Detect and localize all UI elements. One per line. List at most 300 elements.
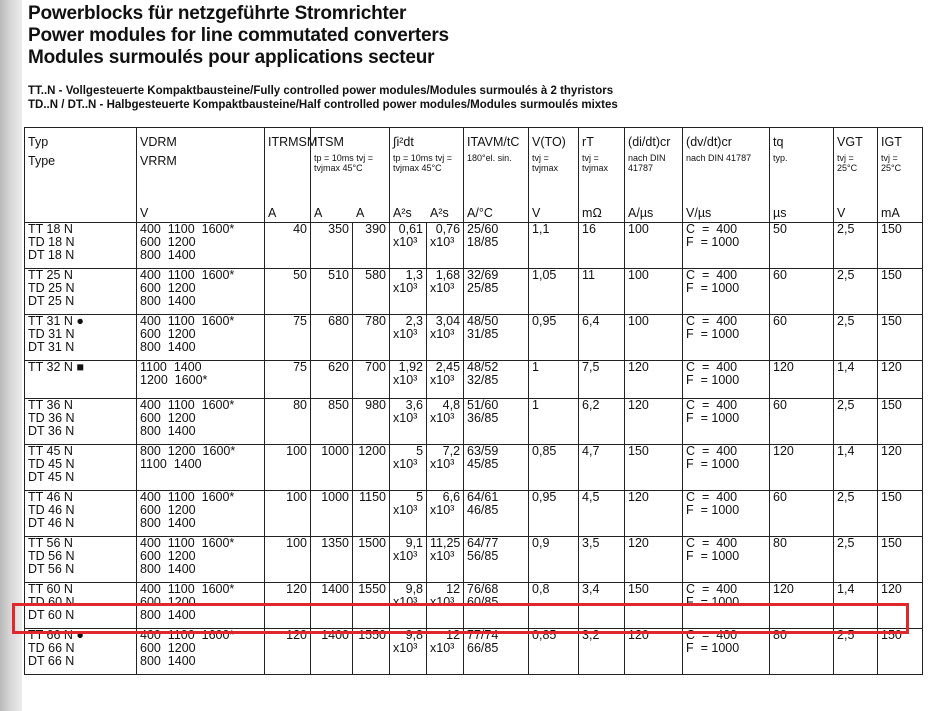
cell-vgt: 2,5 — [834, 629, 878, 675]
cell-type-line: TD 56 N — [28, 549, 75, 563]
cell-igt: 120 — [878, 583, 923, 629]
cell-i2dt-1-exponent: x10³ — [393, 641, 418, 655]
header-itavm-note: 180°el. sin. — [467, 153, 512, 163]
title-fr: Modules surmoulés pour applications secteur — [28, 47, 435, 68]
cell-voltages-line: 800 1400 — [140, 516, 196, 530]
unit-rt: mΩ — [582, 206, 602, 220]
cell-i2dt-1-value: 2,3 — [405, 314, 424, 328]
header-vdrm — [137, 128, 265, 223]
cell-vto: 0,85 — [529, 629, 579, 675]
title-en: Power modules for line commutated converters — [28, 25, 449, 46]
cell-voltages-line: 600 1200 — [140, 327, 196, 341]
cell-i2dt-2 — [427, 315, 464, 361]
cell-i2dt-1 — [390, 399, 427, 445]
cell-i2dt-1 — [390, 491, 427, 537]
cell-voltages-line: 600 1200 — [140, 641, 196, 655]
cell-i2dt-2-exponent: x10³ — [430, 281, 455, 295]
cell-type-line: TT 66 N ● — [28, 628, 84, 642]
cell-i2dt-1-exponent: x10³ — [393, 457, 418, 471]
cell-itsm-1: 1000 — [311, 445, 353, 491]
cell-type — [25, 361, 137, 399]
cell-vto: 1,05 — [529, 269, 579, 315]
cell-type-line: DT 36 N — [28, 424, 75, 438]
cell-i2dt-2-value: 11,25 — [430, 536, 461, 550]
specs-table — [24, 127, 923, 675]
cell-voltages-line: 400 1100 1600* — [140, 314, 235, 328]
cell-didt: 120 — [625, 399, 683, 445]
cell-itavm-line: 76/68 — [467, 582, 499, 596]
header-vgt — [834, 128, 878, 223]
cell-voltages-line: 600 1200 — [140, 235, 196, 249]
cell-itavm-line: 31/85 — [467, 327, 499, 341]
cell-igt: 120 — [878, 445, 923, 491]
cell-dvdt-line: C = 400 — [686, 314, 738, 328]
table-row — [25, 629, 923, 675]
cell-i2dt-1-exponent: x10³ — [393, 411, 418, 425]
cell-type-line: TD 36 N — [28, 411, 75, 425]
cell-dvdt-line: C = 400 — [686, 268, 738, 282]
cell-vto: 0,9 — [529, 537, 579, 583]
cell-i2dt-1-exponent: x10³ — [393, 595, 418, 609]
cell-didt: 150 — [625, 445, 683, 491]
cell-itavm — [464, 537, 529, 583]
cell-igt: 150 — [878, 629, 923, 675]
cell-voltages-line: 600 1200 — [140, 503, 196, 517]
cell-dvdt-line: F = 1000 — [686, 373, 740, 387]
cell-itrmsm: 120 — [265, 583, 311, 629]
cell-type-line: TT 36 N — [28, 398, 73, 412]
cell-rt: 16 — [579, 223, 625, 269]
table-row — [25, 491, 923, 537]
cell-voltages-line: 400 1100 1600* — [140, 222, 235, 236]
cell-itavm — [464, 491, 529, 537]
cell-i2dt-2 — [427, 537, 464, 583]
cell-i2dt-1-exponent: x10³ — [393, 549, 418, 563]
cell-itsm-2: 1550 — [353, 583, 390, 629]
cell-dvdt-line: C = 400 — [686, 490, 738, 504]
cell-itsm-2: 780 — [353, 315, 390, 361]
cell-itrmsm: 50 — [265, 269, 311, 315]
cell-voltages-line: 600 1200 — [140, 595, 196, 609]
header-type-en: Type — [28, 154, 56, 168]
cell-i2dt-2-value: 7,2 — [442, 444, 461, 458]
cell-vgt: 2,5 — [834, 399, 878, 445]
cell-dvdt — [683, 399, 770, 445]
cell-i2dt-1-value: 3,6 — [405, 398, 424, 412]
cell-dvdt-line: C = 400 — [686, 582, 738, 596]
cell-itsm-2: 1150 — [353, 491, 390, 537]
unit-itsm-a: A — [314, 206, 323, 220]
cell-i2dt-1-exponent: x10³ — [393, 503, 418, 517]
unit-dvdt: V/µs — [686, 206, 712, 220]
cell-itsm-1: 350 — [311, 223, 353, 269]
cell-vto: 0,8 — [529, 583, 579, 629]
cell-type-line: TT 45 N — [28, 444, 73, 458]
table-row — [25, 315, 923, 361]
table-row — [25, 269, 923, 315]
cell-i2dt-2 — [427, 629, 464, 675]
cell-dvdt-line: F = 1000 — [686, 281, 740, 295]
cell-i2dt-1 — [390, 629, 427, 675]
highlight-box — [12, 603, 909, 634]
cell-itavm-line: 56/85 — [467, 549, 499, 563]
cell-voltages-line: 400 1100 1600* — [140, 628, 235, 642]
cell-vto: 0,95 — [529, 491, 579, 537]
cell-dvdt-line: F = 1000 — [686, 411, 740, 425]
cell-itrmsm: 40 — [265, 223, 311, 269]
header-type-de: Typ — [28, 135, 49, 149]
cell-itsm-2: 1200 — [353, 445, 390, 491]
cell-i2dt-2-value: 2,45 — [435, 360, 461, 374]
cell-type-line: TT 18 N — [28, 222, 73, 236]
cell-tq: 60 — [770, 315, 834, 361]
cell-itavm — [464, 629, 529, 675]
cell-dvdt-line: C = 400 — [686, 536, 738, 550]
cell-itavm-line: 48/52 — [467, 360, 499, 374]
cell-itavm-line: 64/77 — [467, 536, 499, 550]
cell-type-line: TT 25 N — [28, 268, 73, 282]
cell-i2dt-1-value: 1,3 — [405, 268, 424, 282]
cell-i2dt-2-exponent: x10³ — [430, 595, 455, 609]
cell-itsm-1: 1400 — [311, 629, 353, 675]
cell-i2dt-1 — [390, 445, 427, 491]
table-row — [25, 399, 923, 445]
cell-type-line: DT 31 N — [28, 340, 75, 354]
cell-i2dt-1-value: 0,61 — [398, 222, 424, 236]
cell-i2dt-1 — [390, 269, 427, 315]
cell-itrmsm: 100 — [265, 445, 311, 491]
unit-i2dt-b: A²s — [430, 206, 449, 220]
cell-type-line: DT 18 N — [28, 248, 75, 262]
cell-itrmsm: 120 — [265, 629, 311, 675]
cell-i2dt-2-exponent: x10³ — [430, 457, 455, 471]
cell-itavm-line: 32/85 — [467, 373, 499, 387]
unit-vgt: V — [837, 206, 846, 220]
cell-voltages — [137, 223, 265, 269]
datasheet-page — [22, 0, 935, 711]
cell-type — [25, 537, 137, 583]
cell-vto: 0,95 — [529, 315, 579, 361]
cell-itsm-1: 680 — [311, 315, 353, 361]
header-vto — [529, 128, 579, 223]
cell-vgt: 2,5 — [834, 315, 878, 361]
cell-itavm-line: 25/60 — [467, 222, 499, 236]
header-tq-label: tq — [773, 135, 784, 149]
cell-itavm-line: 36/85 — [467, 411, 499, 425]
cell-voltages-line: 600 1200 — [140, 549, 196, 563]
cell-dvdt — [683, 491, 770, 537]
cell-voltages-line: 1200 1600* — [140, 373, 208, 387]
cell-i2dt-2-exponent: x10³ — [430, 641, 455, 655]
cell-dvdt-line: F = 1000 — [686, 503, 740, 517]
cell-igt: 150 — [878, 269, 923, 315]
cell-type-line: TD 60 N — [28, 595, 75, 609]
cell-dvdt — [683, 269, 770, 315]
cell-dvdt-line: C = 400 — [686, 628, 738, 642]
cell-voltages-line: 800 1400 — [140, 248, 196, 262]
cell-rt: 3,5 — [579, 537, 625, 583]
cell-itavm-line: 48/50 — [467, 314, 499, 328]
cell-i2dt-2-value: 6,6 — [442, 490, 461, 504]
header-dvdt-label: (dv/dt)cr — [686, 135, 732, 149]
cell-itrmsm: 100 — [265, 537, 311, 583]
header-itrmsm-label: ITRMSM — [268, 135, 318, 149]
cell-i2dt-2-exponent: x10³ — [430, 549, 455, 563]
cell-vgt: 2,5 — [834, 491, 878, 537]
cell-i2dt-1 — [390, 223, 427, 269]
cell-voltages-line: 800 1400 — [140, 294, 196, 308]
cell-itsm-1: 510 — [311, 269, 353, 315]
cell-rt: 3,2 — [579, 629, 625, 675]
cell-igt: 150 — [878, 315, 923, 361]
cell-rt: 4,7 — [579, 445, 625, 491]
cell-itavm-line: 18/85 — [467, 235, 499, 249]
cell-dvdt — [683, 361, 770, 399]
cell-vgt: 2,5 — [834, 269, 878, 315]
cell-type — [25, 315, 137, 361]
cell-dvdt — [683, 445, 770, 491]
cell-type-line: DT 25 N — [28, 294, 75, 308]
cell-dvdt-line: C = 400 — [686, 360, 738, 374]
header-didt-label: (di/dt)cr — [628, 135, 671, 149]
cell-rt: 11 — [579, 269, 625, 315]
unit-itrmsm: A — [268, 206, 277, 220]
cell-dvdt-line: F = 1000 — [686, 595, 740, 609]
cell-type — [25, 269, 137, 315]
cell-voltages — [137, 399, 265, 445]
cell-i2dt-1-value: 5 — [416, 490, 424, 504]
header-itavm — [464, 128, 529, 223]
cell-dvdt-line: C = 400 — [686, 444, 738, 458]
cell-didt: 100 — [625, 223, 683, 269]
cell-igt: 150 — [878, 223, 923, 269]
header-dvdt-note: nach DIN 41787 — [686, 153, 752, 163]
unit-didt: A/µs — [628, 206, 654, 220]
table-header-row — [25, 128, 923, 223]
cell-dvdt — [683, 315, 770, 361]
cell-rt: 7,5 — [579, 361, 625, 399]
cell-tq: 120 — [770, 445, 834, 491]
cell-itavm-line: 32/69 — [467, 268, 499, 282]
cell-voltages-line: 400 1100 1600* — [140, 268, 235, 282]
header-i2dt-label: ∫i²dt — [393, 135, 414, 149]
cell-type-line: DT 56 N — [28, 562, 75, 576]
header-vgt-note: tvj = 25°C — [837, 153, 858, 173]
cell-type-line: TT 60 N — [28, 582, 73, 596]
cell-i2dt-2-exponent: x10³ — [430, 373, 455, 387]
cell-type — [25, 629, 137, 675]
cell-dvdt-line: C = 400 — [686, 398, 738, 412]
cell-i2dt-1 — [390, 361, 427, 399]
cell-type-line: TD 25 N — [28, 281, 75, 295]
cell-didt: 120 — [625, 361, 683, 399]
cell-itrmsm: 75 — [265, 361, 311, 399]
cell-itavm — [464, 269, 529, 315]
cell-itsm-1: 1350 — [311, 537, 353, 583]
cell-voltages — [137, 269, 265, 315]
header-vgt-label: VGT — [837, 135, 863, 149]
cell-dvdt-line: F = 1000 — [686, 457, 740, 471]
cell-itsm-2: 700 — [353, 361, 390, 399]
cell-vgt: 1,4 — [834, 583, 878, 629]
cell-itavm-line: 45/85 — [467, 457, 499, 471]
cell-voltages — [137, 537, 265, 583]
header-itavm-label: ITAVM/tC — [467, 135, 520, 149]
header-vto-label: V(TO) — [532, 135, 566, 149]
cell-itsm-2: 1550 — [353, 629, 390, 675]
cell-itavm-line: 25/85 — [467, 281, 499, 295]
cell-tq: 60 — [770, 269, 834, 315]
cell-igt: 150 — [878, 491, 923, 537]
cell-i2dt-2-exponent: x10³ — [430, 411, 455, 425]
cell-tq: 120 — [770, 361, 834, 399]
cell-i2dt-2-value: 12 — [446, 628, 461, 642]
header-igt-note: tvj = 25°C — [881, 153, 902, 173]
cell-voltages — [137, 491, 265, 537]
cell-i2dt-2-exponent: x10³ — [430, 503, 455, 517]
cell-voltages — [137, 361, 265, 399]
cell-voltages-line: 800 1400 — [140, 340, 196, 354]
cell-voltages-line: 600 1200 — [140, 281, 196, 295]
cell-rt: 4,5 — [579, 491, 625, 537]
cell-tq: 80 — [770, 629, 834, 675]
cell-didt: 120 — [625, 537, 683, 583]
header-dvdt — [683, 128, 770, 223]
cell-dvdt — [683, 537, 770, 583]
header-type — [25, 128, 137, 223]
unit-vto: V — [532, 206, 541, 220]
cell-didt: 120 — [625, 491, 683, 537]
cell-itavm-line: 77/74 — [467, 628, 499, 642]
unit-i2dt-a: A²s — [393, 206, 412, 220]
cell-i2dt-1-value: 9,8 — [405, 628, 424, 642]
cell-type-line: TT 31 N ● — [28, 314, 84, 328]
cell-itavm — [464, 315, 529, 361]
cell-type-line: TD 46 N — [28, 503, 75, 517]
subtitle-td-dt: TD..N / DT..N - Halbgesteuerte Kompaktbausteine/Half controlled power modules/Modules surmoulés mixtes — [28, 99, 618, 111]
cell-i2dt-1-value: 1,92 — [398, 360, 424, 374]
cell-vto: 1 — [529, 399, 579, 445]
cell-voltages-line: 800 1200 1600* — [140, 444, 236, 458]
cell-voltages-line: 800 1400 — [140, 424, 196, 438]
cell-i2dt-2 — [427, 445, 464, 491]
header-itrmsm — [265, 128, 318, 223]
cell-itrmsm: 100 — [265, 491, 311, 537]
cell-vgt: 1,4 — [834, 445, 878, 491]
cell-type-line: TD 18 N — [28, 235, 75, 249]
cell-itsm-1: 1000 — [311, 491, 353, 537]
cell-i2dt-2-exponent: x10³ — [430, 327, 455, 341]
cell-type-line: TD 31 N — [28, 327, 75, 341]
cell-i2dt-1-exponent: x10³ — [393, 235, 418, 249]
cell-type-line: DT 66 N — [28, 654, 75, 668]
cell-itavm — [464, 223, 529, 269]
cell-dvdt — [683, 629, 770, 675]
cell-voltages-line: 1100 1400 — [140, 360, 202, 374]
cell-i2dt-2-value: 12 — [446, 582, 461, 596]
cell-voltages-line: 800 1400 — [140, 608, 196, 622]
cell-tq: 60 — [770, 399, 834, 445]
cell-vto: 1 — [529, 361, 579, 399]
cell-i2dt-2 — [427, 269, 464, 315]
cell-vgt: 2,5 — [834, 537, 878, 583]
cell-type-line: DT 46 N — [28, 516, 75, 530]
cell-i2dt-1-exponent: x10³ — [393, 327, 418, 341]
cell-itavm-line: 60/85 — [467, 595, 499, 609]
cell-vto: 1,1 — [529, 223, 579, 269]
header-itsm — [311, 128, 390, 223]
header-itsm-label: ITSM — [314, 135, 344, 149]
cell-voltages-line: 800 1400 — [140, 562, 196, 576]
cell-voltages — [137, 629, 265, 675]
title-de: Powerblocks für netzgeführte Stromrichter — [28, 3, 407, 24]
cell-i2dt-1 — [390, 537, 427, 583]
cell-i2dt-1-exponent: x10³ — [393, 373, 418, 387]
cell-itavm-line: 66/85 — [467, 641, 499, 655]
header-i2dt-note: tp = 10ms tvj = tvjmax 45°C — [393, 153, 453, 173]
header-itsm-note: tp = 10ms tvj = tvjmax 45°C — [314, 153, 374, 173]
header-i2dt — [390, 128, 464, 223]
cell-voltages-line: 400 1100 1600* — [140, 490, 235, 504]
cell-itavm — [464, 399, 529, 445]
cell-type-line: DT 60 N — [28, 608, 75, 622]
cell-i2dt-2-exponent: x10³ — [430, 235, 455, 249]
cell-vto: 0,85 — [529, 445, 579, 491]
cell-igt: 150 — [878, 537, 923, 583]
cell-tq: 80 — [770, 537, 834, 583]
cell-vgt: 1,4 — [834, 361, 878, 399]
cell-itsm-1: 850 — [311, 399, 353, 445]
table-row — [25, 445, 923, 491]
cell-itsm-2: 580 — [353, 269, 390, 315]
cell-i2dt-2-value: 1,68 — [435, 268, 461, 282]
cell-dvdt-line: F = 1000 — [686, 327, 740, 341]
cell-voltages — [137, 315, 265, 361]
cell-itavm-line: 63/59 — [467, 444, 499, 458]
cell-i2dt-1-value: 5 — [416, 444, 424, 458]
unit-igt: mA — [881, 206, 900, 220]
cell-itsm-2: 1500 — [353, 537, 390, 583]
header-didt — [625, 128, 683, 223]
cell-i2dt-2-value: 4,8 — [442, 398, 461, 412]
cell-type-line: TD 66 N — [28, 641, 75, 655]
header-vrrm-label: VRRM — [140, 154, 177, 168]
header-tq — [770, 128, 834, 223]
cell-rt: 6,2 — [579, 399, 625, 445]
table-row — [25, 537, 923, 583]
cell-i2dt-2 — [427, 491, 464, 537]
cell-dvdt-line: F = 1000 — [686, 641, 740, 655]
cell-i2dt-2-value: 0,76 — [435, 222, 461, 236]
cell-dvdt — [683, 223, 770, 269]
cell-type-line: DT 45 N — [28, 470, 75, 484]
cell-type-line: TD 45 N — [28, 457, 75, 471]
cell-itrmsm: 80 — [265, 399, 311, 445]
cell-itavm — [464, 361, 529, 399]
unit-tq: µs — [773, 206, 787, 220]
cell-i2dt-1-value: 9,8 — [405, 582, 424, 596]
header-tq-note: typ. — [773, 153, 788, 163]
cell-type — [25, 223, 137, 269]
header-igt — [878, 128, 923, 223]
cell-itavm-line: 51/60 — [467, 398, 499, 412]
cell-rt: 6,4 — [579, 315, 625, 361]
header-didt-note: nach DIN 41787 — [628, 153, 666, 173]
cell-itsm-2: 980 — [353, 399, 390, 445]
cell-i2dt-1 — [390, 315, 427, 361]
header-igt-label: IGT — [881, 135, 902, 149]
cell-i2dt-2-value: 3,04 — [435, 314, 461, 328]
